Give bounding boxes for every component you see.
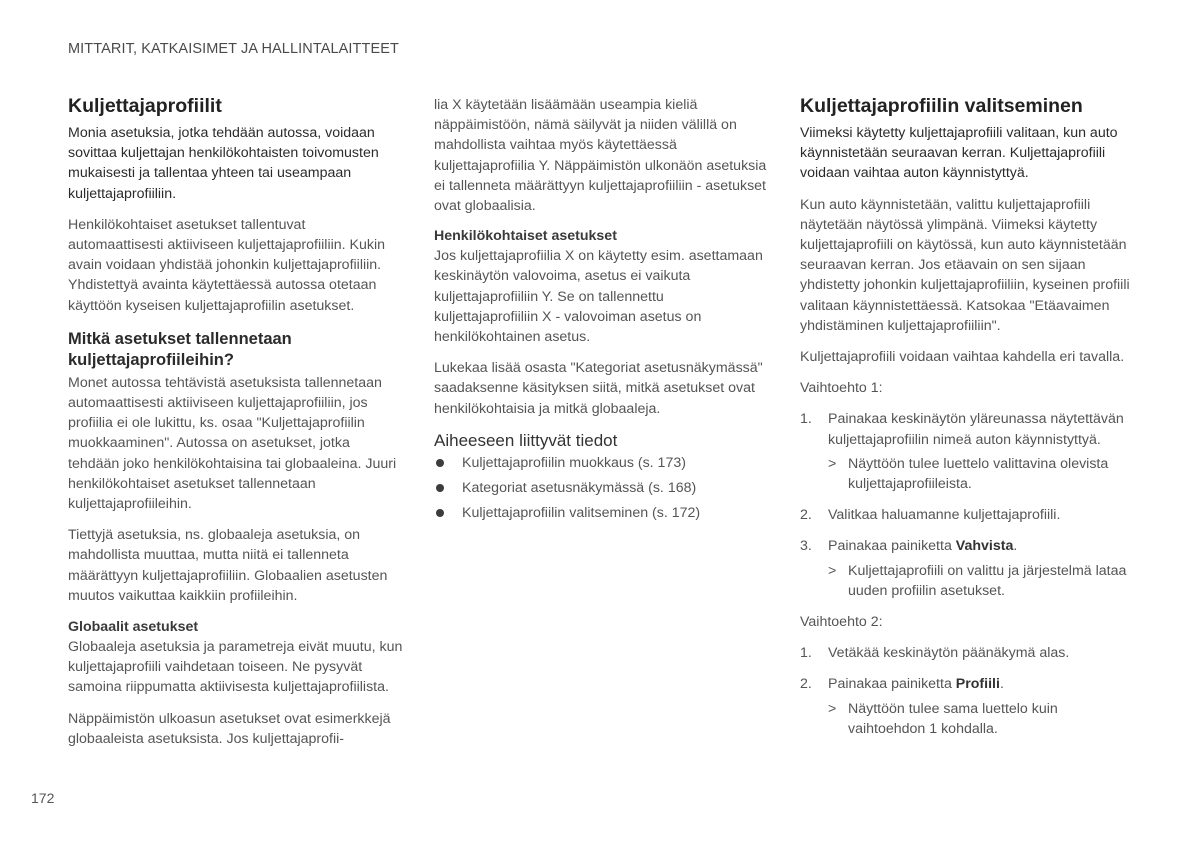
step-text-end: .	[999, 676, 1004, 693]
result-arrow-icon: >	[828, 562, 837, 579]
bullet-icon	[436, 484, 444, 492]
running-header: MITTARIT, KATKAISIMET JA HALLINTALAITTEET	[68, 41, 399, 57]
subheading-personal-settings: Henkilökohtaiset asetukset	[434, 228, 617, 245]
related-link[interactable]	[434, 453, 770, 473]
bullet-icon	[436, 509, 444, 517]
related-info-heading: Aiheeseen liittyvät tiedot	[434, 430, 618, 450]
result-arrow-icon: >	[828, 455, 837, 472]
step-item	[800, 409, 1136, 449]
related-link-label: Kategoriat asetusnäkymässä (s. 168)	[462, 479, 697, 496]
step-item	[800, 643, 1136, 663]
step-text: Painakaa keskinäytön yläreunassa näytettävän kuljettajaprofiilin nimeä auton käynnistyttyä.	[828, 411, 1124, 448]
paragraph: lia X käytetään lisäämään useampia kieliä näppäimistöön, nämä säilyvät ja niiden välillä on mahdollista vaihtaa myös käytettäessä kuljettajaprofiilia Y. Näppäimistön ulkonäön asetuksia ei tallenneta määrättyyn kuljettajaprofiiliin - asetukset ovat globaalisia.	[434, 97, 767, 215]
intro-paragraph: Monia asetuksia, jotka tehdään autossa, voidaan sovittaa kuljettajan henkilökohtaisten toivomusten mukaisesti ja tallentaa yhteen tai useampaan kuljettajaprofiiliin.	[68, 125, 379, 202]
column-2	[434, 95, 770, 528]
step-item	[800, 674, 1136, 694]
related-link[interactable]	[434, 478, 770, 498]
section-title-select-profile: Kuljettajaprofiilin valitseminen	[800, 95, 1083, 117]
step-number: 2.	[800, 507, 812, 524]
paragraph: Henkilökohtaiset asetukset tallentuvat automaattisesti aktiiviseen kuljettajaprofiiliin. Kukin avain voidaan yhdistää johonkin kuljettajaprofiiliin. Yhdistettyä avainta käytettäessä autossa otetaan käyttöön kyseisen kuljettajaprofiilin asetukset.	[68, 216, 386, 314]
step-number: 2.	[800, 676, 812, 693]
column-3	[800, 94, 1136, 739]
related-link-label: Kuljettajaprofiilin muokkaus (s. 173)	[462, 454, 686, 471]
paragraph: Kun auto käynnistetään, valittu kuljettajaprofiili näytetään näytössä ylimpänä. Viimeksi käytetty kuljettajaprofiili on käytössä, kun auto käynnistetään seuraavan kerran. Jos etäavain on sen sijaan yhdistetty johonkin kuljettajaprofiiliin, kyseinen profiili valitaan käynnistettäessä. Katsokaa "Etäavaimen yhdistäminen kuljettajaprofiiliin".	[800, 196, 1130, 334]
page-number: 172	[31, 790, 55, 806]
paragraph: Tiettyjä asetuksia, ns. globaaleja asetuksia, on mahdollista muuttaa, mutta niitä ei tallenneta määrättyyn kuljettajaprofiiliin. Globaalien asetusten muutos vaikuttaa kaikkiin profiileihin.	[68, 527, 388, 604]
result-text: Näyttöön tulee luettelo valittavina olevista kuljettajaprofiileista.	[848, 455, 1109, 493]
paragraph: Kuljettajaprofiili voidaan vaihtaa kahdella eri tavalla.	[800, 349, 1125, 366]
option-label: Vaihtoehto 1:	[800, 380, 883, 397]
confirm-button-label: Vahvista	[955, 538, 1014, 555]
paragraph: Monet autossa tehtävistä asetuksista tallennetaan automaattisesti aktiiviseen kuljettajaprofiiliin, jos profiilia ei ole lukittu, ks. osaa "Kuljettajaprofiilin muokkaaminen". Autossa on asetukset, jotka tehdään joko henkilökohtaisina tai globaaleina. Juuri henkilökohtaiset asetukset tallennetaan kuljettajaprofiileihin.	[68, 374, 397, 513]
step-text: Vetäkää keskinäytön päänäkymä alas.	[828, 645, 1070, 662]
subheading-global-settings: Globaalit asetukset	[68, 619, 199, 636]
step-text: Valitkaa haluamanne kuljettajaprofiili.	[828, 507, 1061, 524]
step-number: 3.	[800, 538, 812, 555]
result-arrow-icon: >	[828, 700, 837, 717]
option-label: Vaihtoehto 2:	[800, 614, 883, 631]
related-link-label: Kuljettajaprofiilin valitseminen (s. 172)	[462, 504, 701, 521]
step-number: 1.	[800, 411, 812, 428]
paragraph: Näppäimistön ulkoasun asetukset ovat esimerkkejä globaaleista asetuksista. Jos kuljettajaprofii-	[68, 710, 391, 747]
step-result	[800, 561, 1136, 601]
paragraph: Jos kuljettajaprofiilia X on käytetty esim. asettamaan keskinäytön valovoima, asetus ei vaikuta kuljettajaprofiiliin Y. Se on tallennettu kuljettajaprofiiliin X - valovoiman asetus on henkilökohtainen asetus.	[434, 248, 763, 346]
paragraph: Globaaleja asetuksia ja parametreja eivät muutu, kun kuljettajaprofiili vaihdetaan toiseen. Ne pysyvät samoina riippumatta aktiivisesta kuljettajaprofiilista.	[68, 639, 403, 696]
step-text: Painakaa painiketta	[828, 676, 956, 693]
related-link[interactable]	[434, 503, 770, 523]
step-item	[800, 536, 1136, 556]
related-links-list	[434, 453, 770, 523]
paragraph: Lukekaa lisää osasta "Kategoriat asetusnäkymässä" saadaksenne käsityksen siitä, mitkä asetukset ovat henkilökohtaisia ja mitkä globaaleja.	[434, 360, 763, 417]
step-text: Painakaa painiketta	[828, 538, 956, 555]
profile-button-label: Profiili	[955, 676, 1000, 693]
result-text: Kuljettajaprofiili on valittu ja järjestelmä lataa uuden profiilin asetukset.	[848, 562, 1127, 599]
section-title-driver-profiles: Kuljettajaprofiilit	[68, 95, 222, 117]
step-item	[800, 505, 1136, 525]
bullet-icon	[436, 459, 444, 467]
result-text: Näyttöön tulee sama luettelo kuin vaihtoehdon 1 kohdalla.	[848, 700, 1058, 737]
column-1	[68, 94, 404, 749]
step-number: 1.	[800, 645, 812, 662]
step-result	[800, 454, 1136, 494]
intro-paragraph: Viimeksi käytetty kuljettajaprofiili valitaan, kun auto käynnistetään seuraavan kerran. Kuljettajaprofiili voidaan vaihtaa auton käynnistyttyä.	[800, 125, 1118, 182]
step-result	[800, 699, 1136, 739]
step-text-end: .	[1013, 538, 1018, 555]
subheading-saved-settings: Mitkä asetukset tallennetaan kuljettajaprofiileihin?	[68, 329, 292, 369]
